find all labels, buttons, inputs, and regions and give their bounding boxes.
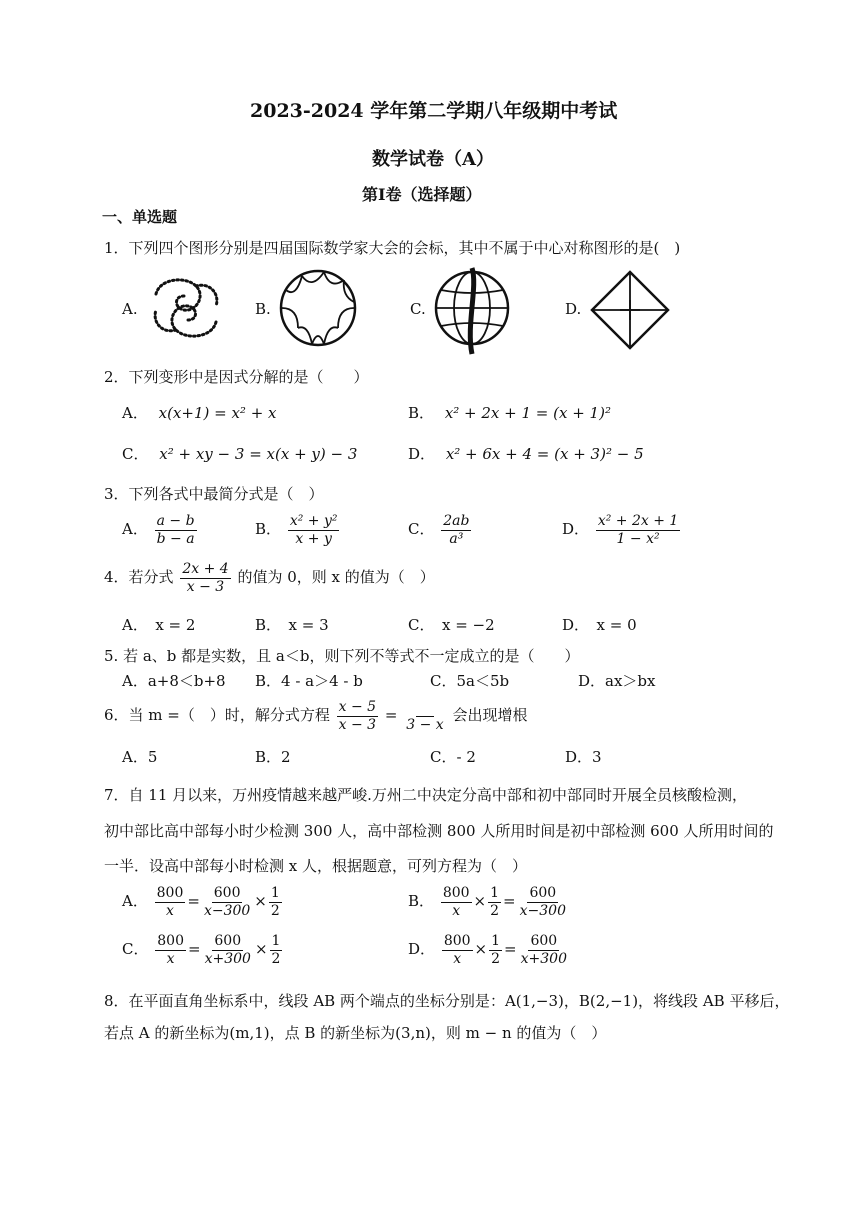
q6-option-c: C．- 2 — [430, 748, 476, 766]
q7-option-d — [408, 934, 571, 966]
question-5-text: 5. 若 a、b 都是实数，且 a＜b，则下列不等式不一定成立的是（ ） — [104, 647, 580, 665]
q6-pre: 6．当 m =（ ）时，解分式方程 — [104, 706, 330, 725]
q4-option-d: D． x = 0 — [562, 616, 637, 634]
pinwheel-square-icon — [588, 268, 672, 352]
q3-option-d — [562, 514, 682, 546]
fraction — [155, 886, 186, 918]
times: × — [254, 940, 268, 959]
denominator: x+300 — [204, 950, 251, 967]
numerator: m — [418, 699, 432, 715]
numerator: 1 — [270, 885, 280, 901]
denominator: 1 − x² — [616, 530, 660, 547]
q3-option-a — [122, 514, 199, 546]
q1-option-a-label: A. — [122, 300, 138, 318]
q3-option-d-fraction — [596, 514, 680, 546]
q5-option-c: C．5a＜5b — [430, 672, 510, 690]
numerator: 600 — [529, 885, 557, 901]
numerator: 1 — [490, 885, 500, 901]
q5-option-b: B．4 - a＞4 - b — [255, 672, 363, 690]
question-4 — [104, 562, 435, 594]
equals: = — [187, 892, 200, 911]
q4-fraction — [180, 562, 230, 594]
exam-subtitle: 数学试卷（A） — [372, 149, 494, 170]
denominator: b − a — [156, 530, 195, 547]
q4-option-c: C． x = −2 — [408, 616, 495, 634]
numerator: x² + 2x + 1 — [597, 513, 679, 529]
equals: = — [188, 940, 201, 959]
numerator: 600 — [213, 885, 241, 901]
q6-fraction-right — [404, 700, 445, 732]
question-7-line-2: 初中部比高中部每小时少检测 300 人，高中部检测 800 人所用时间是初中部检测 600 人所用时间的 — [104, 822, 774, 840]
denominator: a³ — [449, 530, 464, 547]
denominator: 2 — [491, 950, 501, 967]
equals: = — [504, 940, 517, 959]
denominator: x − 3 — [338, 716, 377, 733]
fraction — [488, 886, 501, 918]
numerator: 800 — [443, 933, 471, 949]
arcs-circle-icon — [278, 268, 358, 348]
fraction — [203, 934, 253, 966]
q6-option-a: A．5 — [122, 748, 158, 766]
q3-option-a-label: A． — [122, 520, 148, 539]
question-2-text: 2．下列变形中是因式分解的是（ ） — [104, 368, 369, 386]
denominator: 3 − x — [406, 716, 444, 733]
question-8-line-1: 8．在平面直角坐标系中，线段 AB 两个端点的坐标分别是：A(1,−3)，B(2,−1)，将线段 AB 平移后， — [104, 992, 790, 1010]
q7-option-a-label: A． — [122, 892, 148, 911]
q7-option-d-label: D． — [408, 940, 436, 959]
fraction — [202, 886, 252, 918]
q2-option-a-expr: x(x+1) = x² + x — [158, 404, 277, 422]
q7-option-c — [122, 934, 284, 966]
numerator: a − b — [156, 513, 195, 529]
denominator: 2 — [490, 902, 500, 919]
numerator: 600 — [214, 933, 242, 949]
q3-option-c-fraction — [441, 514, 471, 546]
q2-option-d-label: D． — [408, 445, 436, 463]
denominator: x+300 — [520, 950, 567, 967]
times: × — [474, 940, 488, 959]
equals: = — [503, 892, 516, 911]
q7-option-a — [122, 886, 284, 918]
q2-option-b — [408, 402, 611, 423]
fraction — [518, 886, 568, 918]
denominator: 2 — [271, 950, 281, 967]
q3-option-b-label: B． — [255, 520, 282, 539]
q5-option-a: A．a+8＜b+8 — [122, 672, 226, 690]
question-6 — [104, 700, 527, 732]
section-heading: 一、单选题 — [102, 208, 178, 226]
q2-option-c-label: C． — [122, 445, 149, 463]
q1-option-c-label: C. — [410, 300, 426, 318]
denominator: x — [166, 902, 174, 919]
fraction — [155, 934, 186, 966]
denominator: x — [452, 902, 461, 919]
q4-option-a: A． x = 2 — [122, 616, 196, 634]
question-8-line-2: 若点 A 的新坐标为(m,1)，点 B 的新坐标为(3,n)，则 m − n 的值为（ ） — [104, 1024, 607, 1042]
q3-option-c — [408, 514, 473, 546]
q4-post: 的值为 0，则 x 的值为（ ） — [237, 568, 435, 587]
q3-option-a-fraction — [155, 514, 197, 546]
q6-option-d: D．3 — [565, 748, 602, 766]
question-3-text: 3．下列各式中最简分式是（ ） — [104, 485, 324, 503]
q2-option-d-expr: x² + 6x + 4 = (x + 3)² − 5 — [445, 445, 644, 463]
fraction — [269, 886, 282, 918]
q3-option-d-label: D． — [562, 520, 590, 539]
q3-option-c-label: C． — [408, 520, 435, 539]
denominator: x−300 — [203, 902, 251, 919]
numerator: 2x + 4 — [182, 561, 229, 577]
denominator: x−300 — [519, 902, 566, 919]
q1-option-d-label: D. — [565, 300, 582, 318]
fraction — [442, 934, 473, 966]
dotted-spiral-icon — [146, 272, 226, 344]
q6-option-b: B．2 — [255, 748, 291, 766]
exam-title: 2023-2024 学年第二学期八年级期中考试 — [250, 100, 618, 122]
fraction — [519, 934, 569, 966]
globe-icon — [430, 266, 514, 356]
numerator: 600 — [530, 933, 558, 949]
denominator: x — [166, 950, 175, 967]
q6-equals: = — [384, 706, 398, 725]
numerator: 800 — [156, 885, 184, 901]
q6-fraction-left — [337, 700, 378, 732]
numerator: 2ab — [443, 513, 470, 529]
times: × — [254, 892, 267, 911]
numerator: x − 5 — [338, 699, 377, 715]
q2-option-a-label: A． — [122, 404, 148, 422]
question-1-text: 1．下列四个图形分别是四届国际数学家大会的会标，其中不属于中心对称图形的是( ) — [104, 239, 681, 257]
volume-title: 第Ⅰ卷（选择题） — [362, 185, 482, 204]
q6-post: 会出现增根 — [452, 706, 528, 725]
q7-option-c-label: C． — [122, 940, 149, 959]
q1-option-b-label: B. — [255, 300, 271, 318]
q7-option-b — [408, 886, 570, 918]
numerator: 800 — [442, 885, 470, 901]
denominator: 2 — [270, 902, 280, 919]
q2-option-a — [122, 402, 277, 423]
numerator: 1 — [271, 933, 281, 949]
q2-option-b-expr: x² + 2x + 1 = (x + 1)² — [444, 404, 611, 422]
denominator: x − 3 — [186, 578, 225, 595]
question-7-line-1: 7．自 11 月以来，万州疫情越来越严峻.万州二中决定分高中部和初中部同时开展全员核酸检测， — [104, 786, 747, 804]
fraction — [441, 886, 472, 918]
fraction — [489, 934, 502, 966]
numerator: 800 — [157, 933, 184, 949]
denominator: x — [453, 950, 462, 967]
q7-option-b-label: B． — [408, 892, 435, 911]
q2-option-d — [408, 443, 644, 464]
fraction — [270, 934, 283, 966]
numerator: x² + y² — [289, 513, 338, 529]
q4-option-b: B． x = 3 — [255, 616, 329, 634]
q2-option-c-expr: x² + xy − 3 = x(x + y) − 3 — [159, 445, 358, 463]
q2-option-b-label: B． — [408, 404, 435, 422]
q3-option-b-fraction — [288, 514, 340, 546]
times: × — [473, 892, 487, 911]
q4-pre: 4．若分式 — [104, 568, 174, 587]
q3-option-b — [255, 514, 341, 546]
numerator: 1 — [491, 933, 501, 949]
q5-option-d: D．ax＞bx — [578, 672, 656, 690]
q2-option-c — [122, 443, 357, 464]
question-7-line-3: 一半．设高中部每小时检测 x 人，根据题意，可列方程为（ ） — [104, 857, 527, 875]
denominator: x + y — [295, 530, 332, 547]
